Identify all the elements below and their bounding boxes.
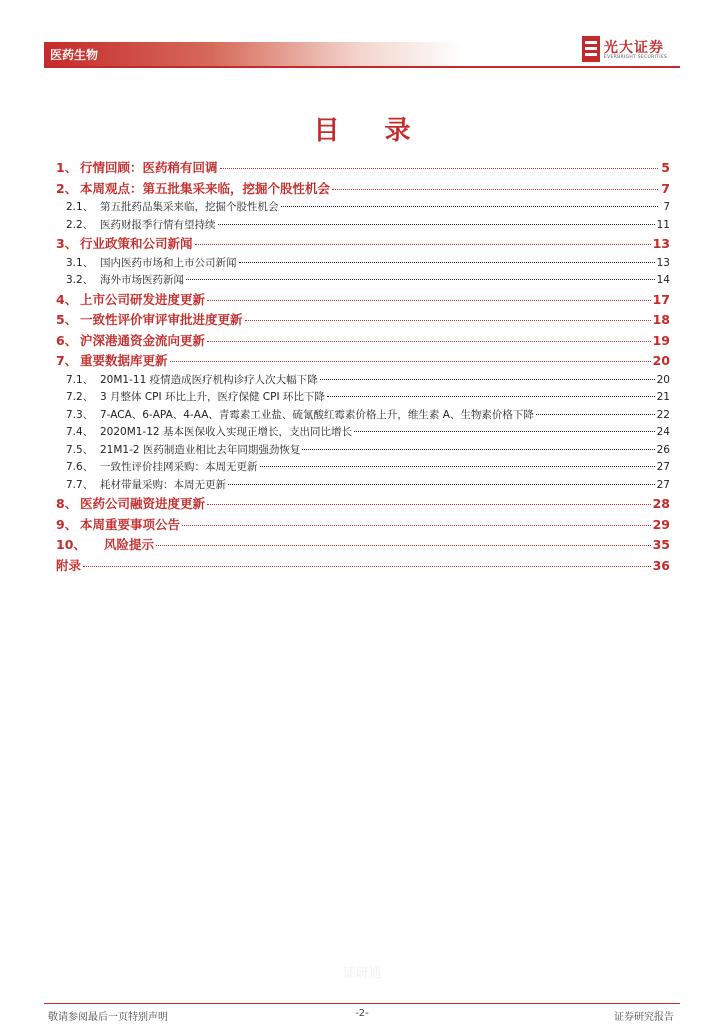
- toc-entry-page: 24: [656, 426, 670, 438]
- watermark: 证研通: [342, 966, 382, 981]
- page-number: -2-: [355, 1008, 369, 1019]
- toc-entry-page: 28: [652, 496, 670, 511]
- toc-entry-number: 7.2、: [66, 391, 94, 403]
- toc-entry[interactable]: [56, 459, 670, 477]
- toc-entry[interactable]: [56, 158, 670, 179]
- toc-entry-number: 10、: [56, 537, 86, 552]
- toc-leader-dots: [239, 262, 655, 263]
- toc-entry-text: 一致性评价挂网采购：本周无更新: [100, 461, 258, 473]
- toc-leader-dots: [170, 361, 651, 362]
- toc-entry-page: 7: [663, 201, 670, 213]
- toc-leader-dots: [260, 466, 655, 467]
- toc-entry-number: 8、: [56, 496, 78, 511]
- toc-entry[interactable]: [56, 179, 670, 200]
- toc-entry-number: 3、: [56, 236, 78, 251]
- toc-leader-dots: [320, 379, 655, 380]
- toc-entry-text: 医药公司融资进度更新: [80, 496, 206, 511]
- toc-entry-number: 1、: [56, 160, 78, 175]
- toc-entry[interactable]: [56, 494, 670, 515]
- toc-entry-page: 27: [656, 478, 670, 491]
- toc-entry-page: 17: [652, 291, 670, 307]
- toc-entry[interactable]: [56, 389, 670, 407]
- toc-leader-dots: [218, 224, 655, 225]
- toc-entry[interactable]: [56, 290, 670, 311]
- toc-entry[interactable]: [56, 442, 670, 460]
- toc-leader-dots: [182, 525, 651, 526]
- toc-entry-text: 本周观点：第五批集采来临，挖掘个股性机会: [80, 180, 331, 196]
- sector-label: 医药生物: [50, 48, 99, 62]
- toc-leader-dots: [281, 206, 659, 207]
- toc-entry-text: 沪深港通资金流向更新: [80, 332, 206, 348]
- toc-entry-page: 18: [652, 312, 670, 327]
- toc-entry-number: 6、: [56, 332, 78, 348]
- toc-leader-dots: [536, 414, 655, 415]
- toc-entry-text: 2020M1-12 基本医保收入实现正增长，支出同比增长: [100, 426, 352, 438]
- header-sector-band: [44, 42, 464, 66]
- brand-mark-icon: [582, 36, 600, 62]
- toc-entry-number: 5、: [56, 312, 78, 327]
- toc-entry-text: 21M1-2 医药制造业相比去年同期强劲恢复: [100, 443, 301, 456]
- toc-entry-number: 7.7、: [66, 478, 94, 491]
- toc-entry-page: 26: [656, 443, 670, 456]
- toc-entry[interactable]: [56, 331, 670, 352]
- toc-leader-dots: [186, 279, 655, 280]
- toc-entry-number: 2.1、: [66, 201, 94, 213]
- toc-leader-dots: [220, 168, 658, 169]
- toc-entry-page: 7: [661, 180, 670, 196]
- toc-title: 目 录: [313, 116, 429, 146]
- toc-leader-dots: [195, 244, 651, 245]
- toc-leader-dots: [83, 566, 651, 567]
- brand-english-name: EVERBRIGHT SECURITIES: [604, 55, 668, 60]
- toc-entry-text: 耗材带量采购：本周无更新: [100, 478, 226, 491]
- toc-entry-page: 19: [652, 332, 670, 348]
- footer-disclaimer: 敬请参阅最后一页特别声明: [48, 1012, 168, 1023]
- toc-leader-dots: [302, 449, 654, 450]
- toc-entry-page: 5: [661, 160, 670, 175]
- toc-leader-dots: [327, 396, 655, 397]
- toc-entry-number: 7.3、: [66, 408, 94, 421]
- toc-entry-page: 11: [656, 218, 670, 231]
- toc-entry-number: 7、: [56, 353, 78, 368]
- toc-leader-dots: [245, 320, 651, 321]
- toc-leader-dots: [156, 545, 651, 546]
- toc-entry-number: 3.1、: [66, 256, 94, 269]
- toc-entry[interactable]: [56, 199, 670, 217]
- footer-divider: [44, 1003, 680, 1004]
- toc-entry-text: 附录: [56, 557, 82, 573]
- toc-entry-text: 国内医药市场和上市公司新闻: [100, 256, 237, 269]
- toc-entry-page: 29: [652, 516, 670, 532]
- brand-logo: [582, 36, 682, 66]
- toc-entry-text: 一致性评价审评审批进度更新: [80, 312, 243, 327]
- footer-report-type: 证券研究报告: [614, 1012, 674, 1023]
- toc-entry[interactable]: [56, 255, 670, 273]
- toc-entry-text: 20M1-11 疫情造成医疗机构诊疗人次大幅下降: [100, 373, 318, 386]
- toc-entry-page: 13: [652, 236, 670, 251]
- toc-entry-number: 2.2、: [66, 218, 94, 231]
- toc-entry-page: 21: [656, 391, 670, 403]
- toc-entry[interactable]: [56, 234, 670, 255]
- toc-entry[interactable]: [56, 351, 670, 372]
- toc-entry-text: 7-ACA、6-APA、4-AA、青霉素工业盐、硫氰酸红霉素价格上升，维生素 A、生物素价格下降: [100, 408, 534, 421]
- toc-leader-dots: [228, 484, 655, 485]
- toc-entry-page: 36: [652, 557, 670, 573]
- toc-entry-page: 14: [656, 274, 670, 286]
- toc-entry-number: 7.6、: [66, 461, 94, 473]
- header-divider: [44, 66, 680, 68]
- toc-entry[interactable]: [56, 515, 670, 536]
- toc-entry-text: 第五批药品集采来临，挖掘个股性机会: [100, 201, 279, 213]
- toc-entry-page: 20: [652, 353, 670, 368]
- toc-entry-text: 重要数据库更新: [80, 353, 168, 368]
- toc-entry-number: 9、: [56, 516, 78, 532]
- toc-entry[interactable]: [56, 272, 670, 290]
- toc-entry-number: 7.4、: [66, 426, 94, 438]
- toc-entry-text: 3 月整体 CPI 环比上升，医疗保健 CPI 环比下降: [100, 391, 325, 403]
- toc-entry[interactable]: [56, 217, 670, 235]
- toc-entry[interactable]: [56, 310, 670, 331]
- toc-leader-dots: [207, 341, 651, 342]
- toc-entry-number: 7.5、: [66, 443, 94, 456]
- toc-leader-dots: [354, 431, 655, 432]
- toc-leader-dots: [207, 504, 651, 505]
- toc-entry-text: 行情回顾：医药稍有回调: [80, 160, 218, 175]
- toc-leader-dots: [207, 300, 651, 301]
- toc-entry[interactable]: [56, 424, 670, 442]
- toc-entry[interactable]: [56, 477, 670, 495]
- toc-entry-number: 2、: [56, 180, 78, 196]
- toc-entry-number: 7.1、: [66, 373, 94, 386]
- toc-entry-text: 医药财报季行情有望持续: [100, 218, 216, 231]
- toc-entry[interactable]: [56, 535, 670, 556]
- toc-entry-text: 上市公司研发进度更新: [80, 291, 206, 307]
- toc-entry-text: 行业政策和公司新闻: [80, 236, 193, 251]
- toc-leader-dots: [332, 189, 658, 190]
- toc-entry-text: 本周重要事项公告: [80, 516, 181, 532]
- toc-entry-page: 20: [656, 373, 670, 386]
- toc-entry-number: 4、: [56, 291, 78, 307]
- table-of-contents: [56, 158, 670, 576]
- toc-entry-text: 海外市场医药新闻: [100, 274, 184, 286]
- toc-entry-page: 22: [656, 408, 670, 421]
- brand-name: 光大证券: [604, 40, 664, 56]
- toc-entry[interactable]: [56, 556, 670, 577]
- toc-entry[interactable]: [56, 407, 670, 425]
- toc-entry[interactable]: [56, 372, 670, 390]
- toc-entry-page: 35: [652, 537, 670, 552]
- toc-entry-page: 27: [656, 461, 670, 473]
- toc-entry-page: 13: [656, 256, 670, 269]
- toc-entry-number: 3.2、: [66, 274, 94, 286]
- toc-entry-text: 风险提示: [104, 537, 155, 552]
